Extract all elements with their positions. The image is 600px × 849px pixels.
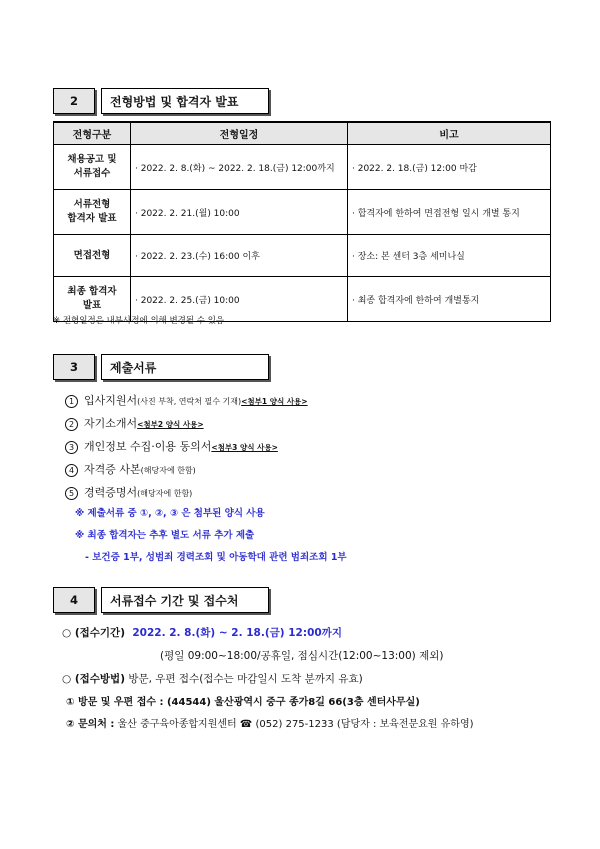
method-value: 방문, 우편 접수(접수는 마감일시 도착 분까지 유효) (125, 673, 363, 685)
document-item (65, 392, 308, 408)
item-main: 자격증 사본 (84, 463, 141, 476)
schedule-cell: · 2022. 2. 8.(화) ~ 2022. 2. 18.(금) 12:00까지 (131, 145, 348, 190)
column-header: 비고 (348, 122, 551, 145)
document-note: ※ 제출서류 중 ①, ②, ③ 은 첨부된 양식 사용 (75, 508, 265, 519)
category-label: 면접전형 (73, 249, 111, 261)
section-title: 서류접수 기간 및 접수처 (101, 587, 269, 613)
table-row (54, 235, 551, 277)
period-value: 2022. 2. 8.(화) ~ 2. 18.(금) 12:00까지 (132, 627, 342, 639)
period-line (62, 625, 342, 640)
item-attachment: <첨부3 양식 사용> (211, 443, 278, 452)
document-item (65, 438, 278, 454)
item-number: 4 (65, 464, 78, 477)
note-cell: · 장소: 본 센터 3층 세미나실 (348, 235, 551, 277)
category-cell (54, 235, 131, 277)
section-number: 4 (53, 587, 95, 613)
address-line: ① 방문 및 우편 접수 : (44544) 울산광역시 중구 종가8길 66(3층 센터사무실) (66, 697, 420, 708)
item-main: 입사지원서 (84, 394, 138, 407)
section-3-header (53, 354, 269, 380)
contact-line (66, 715, 474, 730)
schedule-footnote: ※ 전형일정은 내부사정에 의해 변경될 수 있음 (53, 316, 225, 326)
document-item (65, 415, 204, 431)
schedule-cell: · 2022. 2. 25.(금) 10:00 (131, 277, 348, 322)
item-main: 개인정보 수집·이용 동의서 (84, 440, 212, 453)
table-row (54, 145, 551, 190)
section-4-header (53, 587, 269, 613)
item-number: 1 (65, 395, 78, 408)
category-label: 최종 합격자 발표 (67, 286, 117, 311)
item-main: 경력증명서 (84, 486, 138, 499)
table-row (54, 190, 551, 235)
item-sub: (해당자에 한함) (137, 489, 193, 498)
item-number: 3 (65, 441, 78, 454)
item-main: 자기소개서 (84, 417, 138, 430)
item-sub: (사진 부착, 연락처 필수 기재) (137, 397, 242, 406)
document-item (65, 484, 192, 500)
document-item (65, 461, 196, 477)
schedule-table (53, 121, 551, 322)
column-header: 전형구분 (54, 122, 131, 145)
section-title: 전형방법 및 합격자 발표 (101, 88, 269, 114)
item-number: 2 (65, 418, 78, 431)
category-label: 서류전형 합격자 발표 (67, 199, 117, 224)
schedule-cell: · 2022. 2. 23.(수) 16:00 이후 (131, 235, 348, 277)
document-note: - 보건증 1부, 성범죄 경력조회 및 아동학대 관련 범죄조회 1부 (85, 552, 347, 563)
document-note: ※ 최종 합격자는 추후 별도 서류 추가 제출 (75, 530, 255, 541)
method-label: ○ (접수방법) (62, 673, 125, 685)
schedule-cell: · 2022. 2. 21.(월) 10:00 (131, 190, 348, 235)
note-cell: · 합격자에 한하여 면접전형 일시 개별 통지 (348, 190, 551, 235)
note-cell: · 2022. 2. 18.(금) 12:00 마감 (348, 145, 551, 190)
item-sub: (해당자에 한함) (140, 466, 196, 475)
column-header: 전형일정 (131, 122, 348, 145)
section-2-header (53, 88, 269, 114)
category-cell (54, 190, 131, 235)
section-title: 제출서류 (101, 354, 269, 380)
category-cell (54, 145, 131, 190)
period-label: ○ (접수기간) (62, 627, 125, 639)
category-label: 채용공고 및 서류접수 (67, 154, 117, 179)
period-sub: (평일 09:00~18:00/공휴일, 점심시간(12:00~13:00) 제외) (160, 650, 444, 662)
contact-value: 울산 중구육아종합지원센터 ☎ (052) 275-1233 (담당자 : 보육전문요원 유하영) (114, 719, 474, 730)
section-number: 2 (53, 88, 95, 114)
contact-label: ② 문의처 : (66, 719, 115, 730)
item-attachment: <첨부1 양식 사용> (241, 397, 308, 406)
note-cell: · 최종 합격자에 한하여 개별통지 (348, 277, 551, 322)
section-number: 3 (53, 354, 95, 380)
item-number: 5 (65, 487, 78, 500)
item-attachment: <첨부2 양식 사용> (137, 420, 204, 429)
method-line (62, 671, 363, 686)
